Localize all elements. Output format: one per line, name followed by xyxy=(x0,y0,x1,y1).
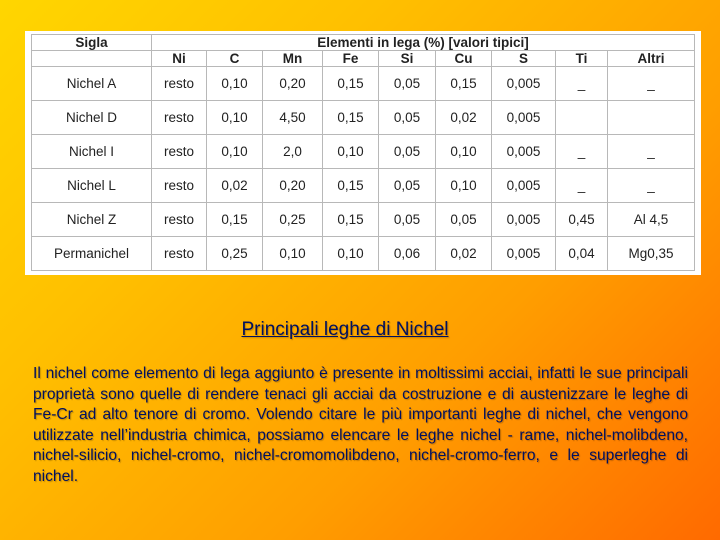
table-row xyxy=(32,67,695,101)
table-cell: _ xyxy=(556,169,608,203)
alloy-table-image xyxy=(25,31,701,275)
table-cell: 0,02 xyxy=(436,101,492,135)
column-header: Cu xyxy=(436,51,492,67)
alloy-composition-table xyxy=(31,34,695,271)
table-cell: 0,06 xyxy=(379,237,436,271)
table-cell: 0,02 xyxy=(207,169,263,203)
table-cell xyxy=(556,101,608,135)
header-sigla: Sigla xyxy=(32,35,152,51)
table-cell: 0,05 xyxy=(436,203,492,237)
table-group-header-row xyxy=(32,35,695,51)
table-cell: 0,10 xyxy=(207,67,263,101)
table-cell: 0,10 xyxy=(207,101,263,135)
column-header: Mn xyxy=(263,51,323,67)
table-cell: 0,20 xyxy=(263,67,323,101)
table-row xyxy=(32,101,695,135)
table-cell: 4,50 xyxy=(263,101,323,135)
table-cell: 0,10 xyxy=(323,135,379,169)
row-name: Permanichel xyxy=(32,237,152,271)
table-cell: 0,15 xyxy=(207,203,263,237)
table-cell: resto xyxy=(152,237,207,271)
table-cell: 0,05 xyxy=(379,203,436,237)
table-cell: 0,005 xyxy=(492,203,556,237)
table-cell: 0,10 xyxy=(436,169,492,203)
table-cell: _ xyxy=(556,135,608,169)
table-cell: resto xyxy=(152,67,207,101)
table-cell: 0,25 xyxy=(263,203,323,237)
table-cell: 0,15 xyxy=(323,67,379,101)
table-cell: 0,005 xyxy=(492,67,556,101)
table-cell: _ xyxy=(608,169,695,203)
row-name: Nichel L xyxy=(32,169,152,203)
row-name: Nichel I xyxy=(32,135,152,169)
table-cell: 0,005 xyxy=(492,237,556,271)
column-header: C xyxy=(207,51,263,67)
table-cell: resto xyxy=(152,203,207,237)
table-row xyxy=(32,169,695,203)
table-cell: 2,0 xyxy=(263,135,323,169)
header-element-group: Elementi in lega (%) [valori tipici] xyxy=(152,35,695,51)
table-cell: 0,25 xyxy=(207,237,263,271)
table-cell: 0,005 xyxy=(492,135,556,169)
column-header: Altri xyxy=(608,51,695,67)
column-header: S xyxy=(492,51,556,67)
body-paragraph: Il nichel come elemento di lega aggiunto è presente in moltissimi acciai, infatti le sue principali proprietà sono quelle di rendere tenaci gli acciai da costruzione e di austenizzare le leghe di Fe-Cr ad alto tenore di cromo. Volendo citare le più importanti leghe di nichel, che vengono utilizzate nell’industria chimica, possiamo elencare le leghe nichel - rame, nichel-molibdeno, nichel-silicio, nichel-cromo, nichel-cromomolibdeno, nichel-cromo-ferro, e le superleghe di nichel. xyxy=(33,365,688,485)
table-cell: 0,10 xyxy=(263,237,323,271)
table-cell: 0,02 xyxy=(436,237,492,271)
table-cell: _ xyxy=(556,67,608,101)
header-empty xyxy=(32,51,152,67)
table-cell: resto xyxy=(152,135,207,169)
column-header: Fe xyxy=(323,51,379,67)
table-cell: 0,10 xyxy=(436,135,492,169)
table-caption: Principali leghe di Nichel xyxy=(241,319,449,340)
row-name: Nichel Z xyxy=(32,203,152,237)
table-cell: 0,05 xyxy=(379,67,436,101)
table-cell: resto xyxy=(152,169,207,203)
table-cell: 0,20 xyxy=(263,169,323,203)
table-cell: 0,10 xyxy=(323,237,379,271)
table-cell xyxy=(608,101,695,135)
table-cell: 0,005 xyxy=(492,101,556,135)
column-header: Si xyxy=(379,51,436,67)
table-cell: 0,15 xyxy=(436,67,492,101)
table-cell: 0,05 xyxy=(379,135,436,169)
table-row xyxy=(32,237,695,271)
table-column-header-row xyxy=(32,51,695,67)
table-cell: 0,15 xyxy=(323,169,379,203)
table-cell: resto xyxy=(152,101,207,135)
table-row xyxy=(32,135,695,169)
table-cell: Al 4,5 xyxy=(608,203,695,237)
table-cell: 0,005 xyxy=(492,169,556,203)
column-header: Ti xyxy=(556,51,608,67)
table-cell: 0,05 xyxy=(379,101,436,135)
table-cell: 0,10 xyxy=(207,135,263,169)
table-cell: Mg0,35 xyxy=(608,237,695,271)
table-cell: _ xyxy=(608,67,695,101)
table-cell: _ xyxy=(608,135,695,169)
column-header: Ni xyxy=(152,51,207,67)
table-cell: 0,05 xyxy=(379,169,436,203)
table-cell: 0,45 xyxy=(556,203,608,237)
table-row xyxy=(32,203,695,237)
table-cell: 0,04 xyxy=(556,237,608,271)
row-name: Nichel A xyxy=(32,67,152,101)
table-cell: 0,15 xyxy=(323,101,379,135)
table-cell: 0,15 xyxy=(323,203,379,237)
row-name: Nichel D xyxy=(32,101,152,135)
